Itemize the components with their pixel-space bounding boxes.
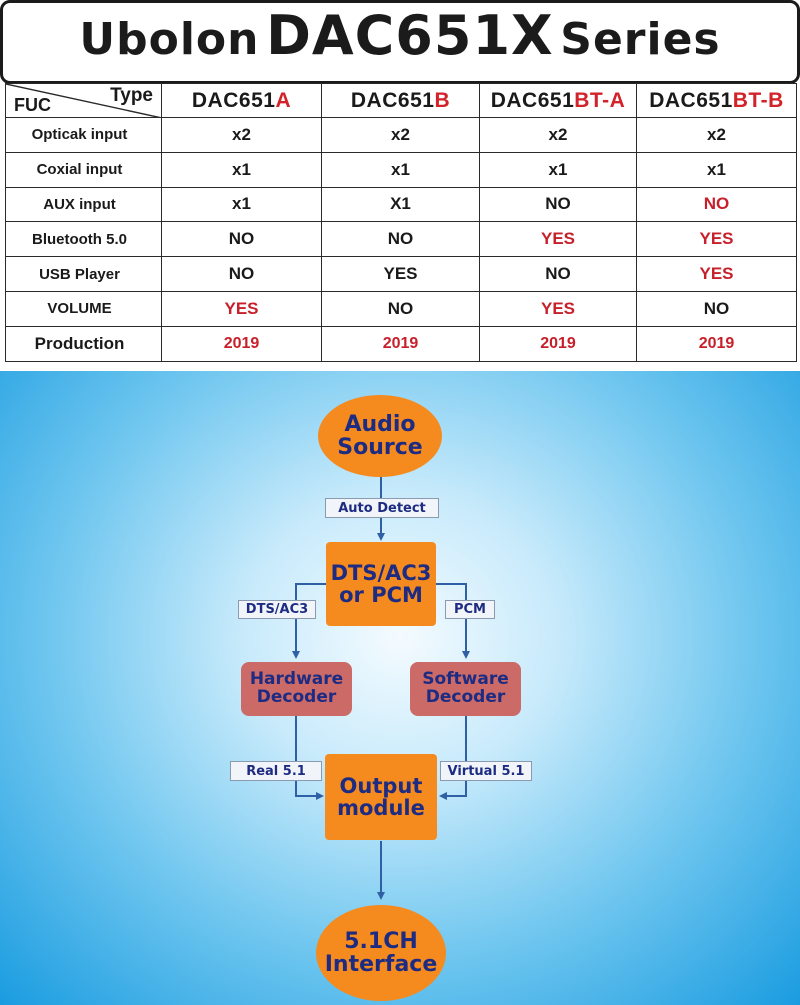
- table-cell: NO: [162, 222, 322, 257]
- table-cell: NO: [637, 187, 797, 222]
- feature-label: USB Player: [6, 257, 162, 292]
- table-cell: X1: [322, 187, 480, 222]
- table-cell: NO: [322, 291, 480, 326]
- corner-cell: [6, 84, 162, 118]
- pcm-label: PCM: [445, 600, 495, 619]
- table-row: [6, 326, 797, 361]
- table-cell: YES: [480, 222, 637, 257]
- model-header: DAC651BT-B: [637, 84, 797, 118]
- model-header: DAC651BT-A: [480, 84, 637, 118]
- virtual-5-1-label: Virtual 5.1: [440, 761, 532, 781]
- table-cell: NO: [637, 291, 797, 326]
- model-header: DAC651A: [162, 84, 322, 118]
- interface-node: 5.1CH Interface: [316, 905, 446, 1001]
- table-row: [6, 152, 797, 187]
- feature-label: AUX input: [6, 187, 162, 222]
- table-cell: NO: [322, 222, 480, 257]
- table-cell: YES: [637, 222, 797, 257]
- arrow-hardware-to-output: [296, 716, 322, 796]
- software-decoder-node: Software Decoder: [410, 662, 521, 716]
- table-cell: x2: [162, 118, 322, 153]
- table-row: [6, 118, 797, 153]
- table-cell: YES: [480, 291, 637, 326]
- feature-label: Production: [6, 326, 162, 361]
- table-cell: x1: [162, 152, 322, 187]
- table-cell: 2019: [480, 326, 637, 361]
- table-cell: x1: [480, 152, 637, 187]
- feature-label: Coxial input: [6, 152, 162, 187]
- table-cell: YES: [162, 291, 322, 326]
- feature-label: Bluetooth 5.0: [6, 222, 162, 257]
- table-row: [6, 187, 797, 222]
- feature-label: VOLUME: [6, 291, 162, 326]
- arrow-format-to-hardware: [296, 584, 326, 657]
- flowchart-panel: [0, 371, 800, 1005]
- feature-label: Opticak input: [6, 118, 162, 153]
- spec-table: [5, 83, 797, 362]
- table-cell: 2019: [637, 326, 797, 361]
- model-header: DAC651B: [322, 84, 480, 118]
- table-header-row: [6, 84, 797, 118]
- title-model: DAC651X: [266, 4, 554, 67]
- table-row: [6, 291, 797, 326]
- output-module-node: Output module: [325, 754, 437, 840]
- table-cell: x2: [322, 118, 480, 153]
- audio-source-node: Audio Source: [318, 395, 442, 477]
- table-cell: x1: [322, 152, 480, 187]
- table-cell: YES: [322, 257, 480, 292]
- table-cell: 2019: [162, 326, 322, 361]
- table-cell: x1: [162, 187, 322, 222]
- arrow-format-to-software: [436, 584, 466, 657]
- format-select-node: DTS/AC3 or PCM: [326, 542, 436, 626]
- arrow-software-to-output: [441, 716, 466, 796]
- page-title: [0, 4, 800, 67]
- dts-ac3-label: DTS/AC3: [238, 600, 316, 619]
- table-cell: x2: [480, 118, 637, 153]
- corner-type-label: Type: [110, 85, 153, 106]
- table-cell: 2019: [322, 326, 480, 361]
- table-cell: x2: [637, 118, 797, 153]
- real-5-1-label: Real 5.1: [230, 761, 322, 781]
- hardware-decoder-node: Hardware Decoder: [241, 662, 352, 716]
- title-suffix: Series: [560, 14, 721, 65]
- table-row: [6, 257, 797, 292]
- auto-detect-label: Auto Detect: [325, 498, 439, 518]
- corner-fuc-label: FUC: [14, 95, 51, 115]
- table-cell: YES: [637, 257, 797, 292]
- table-row: [6, 222, 797, 257]
- table-cell: NO: [480, 187, 637, 222]
- table-cell: NO: [162, 257, 322, 292]
- title-brand: Ubolon: [79, 14, 260, 65]
- table-cell: x1: [637, 152, 797, 187]
- table-cell: NO: [480, 257, 637, 292]
